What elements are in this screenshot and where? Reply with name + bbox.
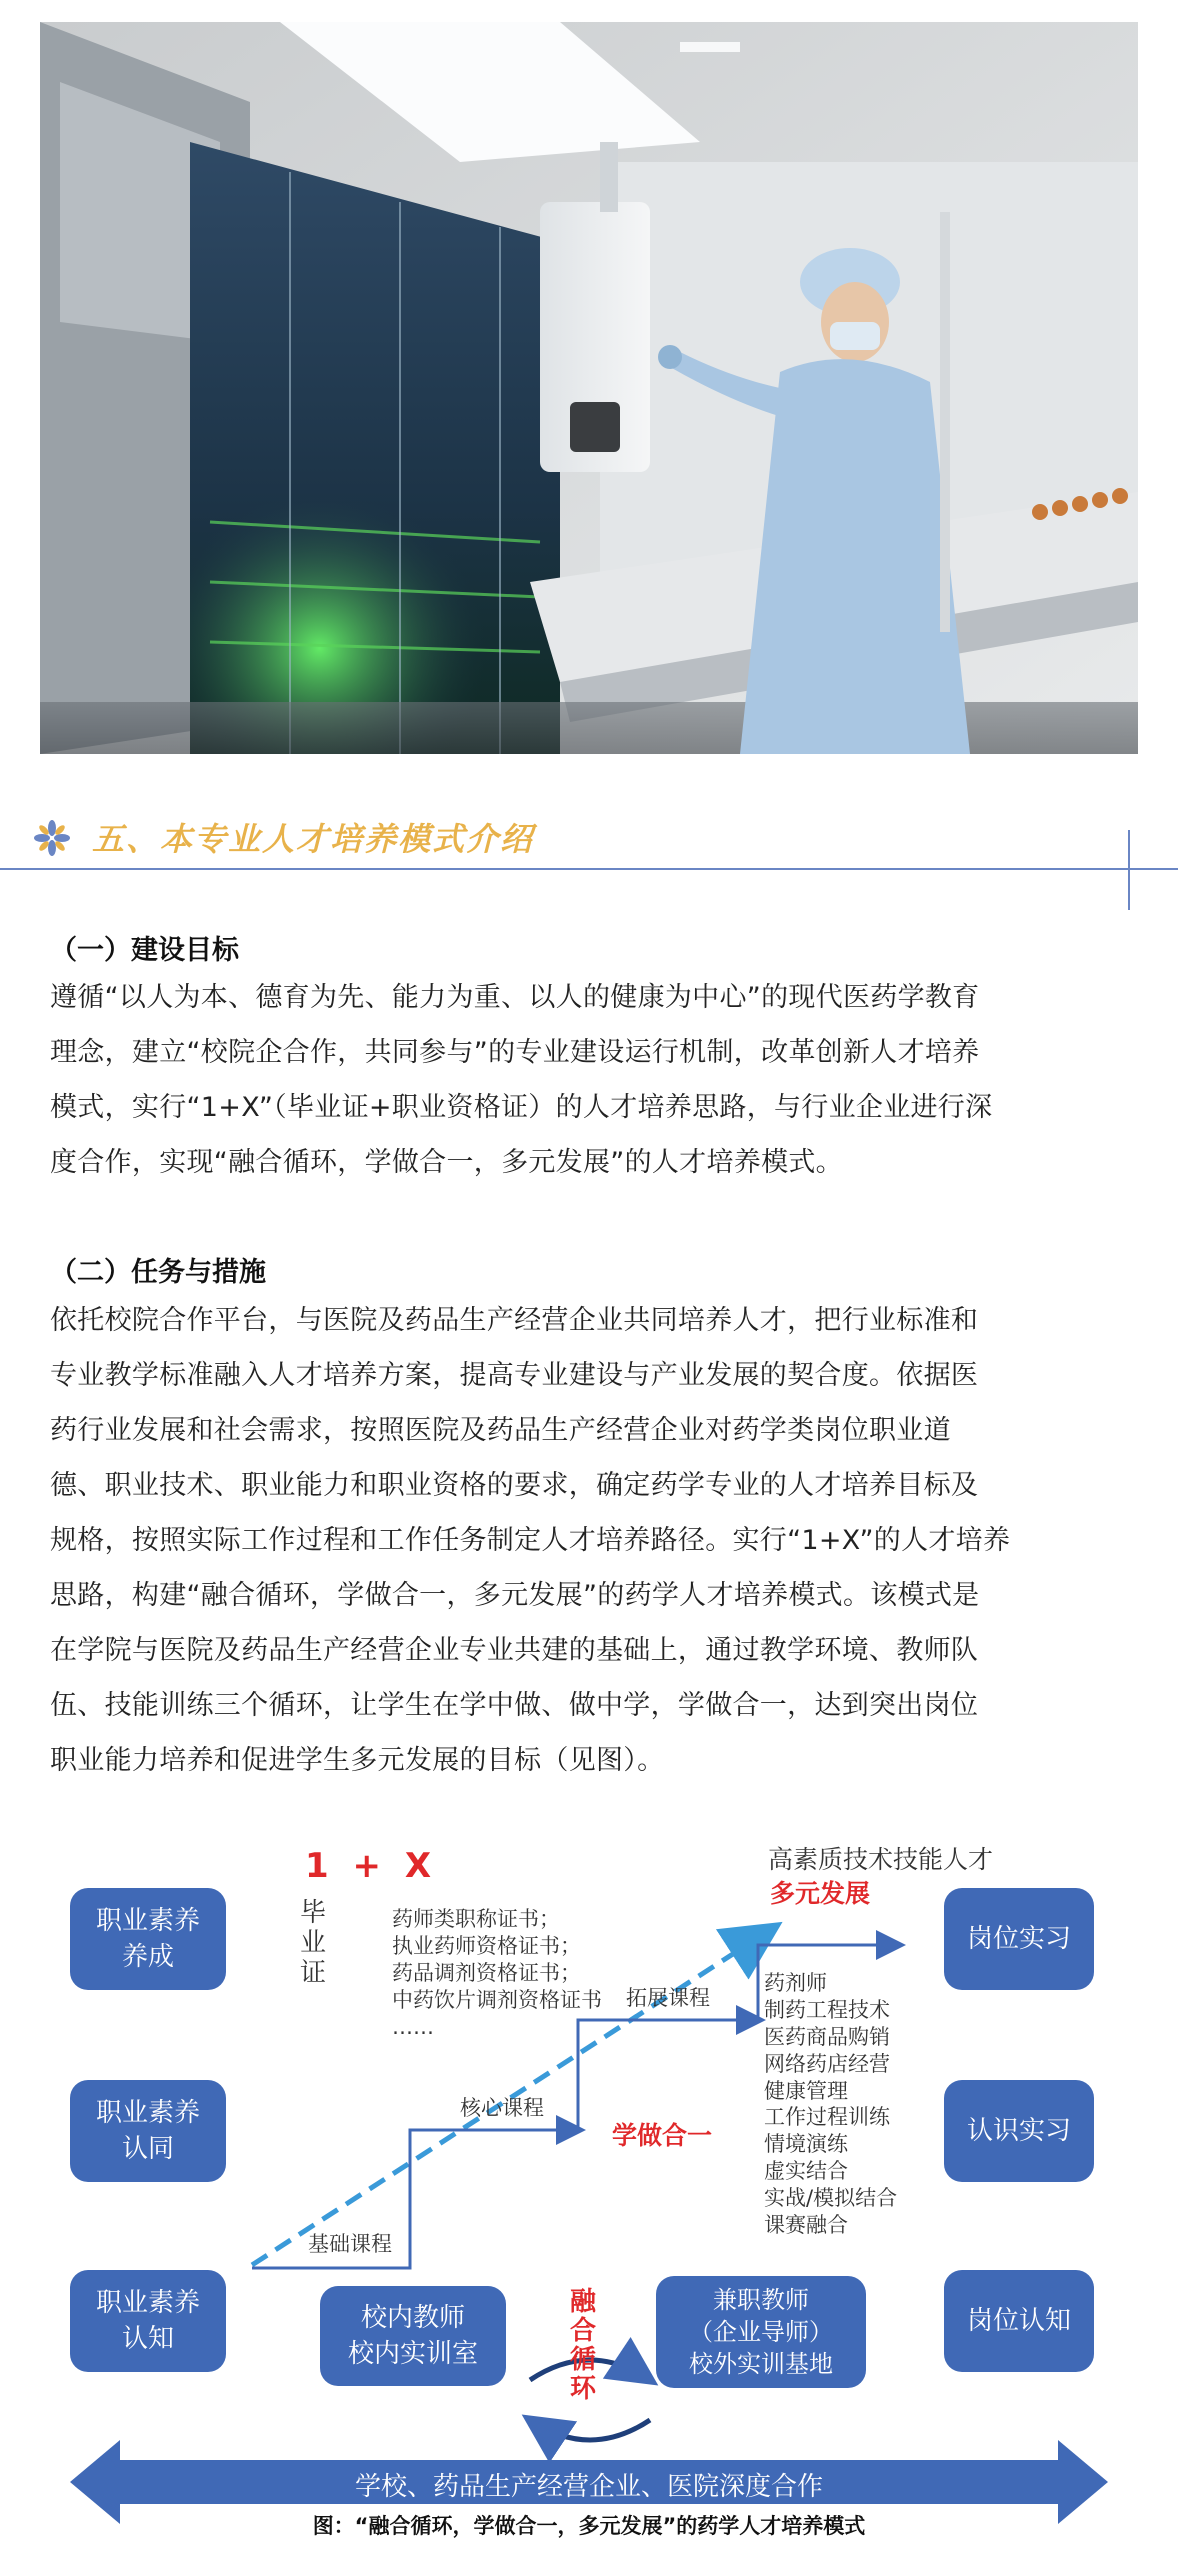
step-core-label: 核心课程 (460, 2096, 544, 2120)
section-title: 五、本专业人才培养模式介绍 (92, 820, 535, 858)
one-plus-x-label: 1 + X (305, 1846, 438, 1886)
paragraph-line: 药行业发展和社会需求，按照医院及药品生产经营企业对药学类岗位职业道 (50, 1415, 951, 1446)
training-item: 虚实结合 (764, 2159, 848, 2183)
paragraph-line: 思路，构建“融合循环，学做合一，多元发展”的药学人才培养模式。该模式是 (50, 1580, 980, 1611)
left-box-cognize: 职业素养 认知 (70, 2270, 226, 2372)
section-header (0, 800, 1178, 910)
left-box-cultivate: 职业素养 养成 (70, 1888, 226, 1990)
part1-heading: （一）建设目标 (50, 935, 239, 966)
training-item: 情境演练 (764, 2132, 848, 2156)
right-box-observation: 认识实习 (944, 2080, 1094, 2182)
field-item: 制药工程技术 (764, 1998, 890, 2022)
paragraph-line: 专业教学标准融入人才培养方案，提高专业建设与产业发展的契合度。依据医 (50, 1360, 979, 1391)
figure-caption: 图：“融合循环，学做合一，多元发展”的药学人才培养模式 (312, 2514, 866, 2538)
paragraph-line: 职业能力培养和促进学生多元发展的目标（见图）。 (50, 1745, 665, 1776)
cert-item: 药师类职称证书； (392, 1907, 560, 1931)
paragraph-line: 理念，建立“校院企合作，共同参与”的专业建设运行机制，改革创新人才培养 (50, 1037, 980, 1068)
field-item: 网络药店经营 (764, 2052, 890, 2076)
paragraph-line: 规格，按照实际工作过程和工作任务制定人才培养路径。实行“1+X”的人才培养 (50, 1525, 1011, 1556)
cert-item: 药品调剂资格证书； (392, 1961, 581, 1985)
campus-teachers-box: 校内教师 校内实训室 (320, 2286, 506, 2386)
left-box-identify: 职业素养 认同 (70, 2080, 226, 2182)
enterprise-teachers-box: 兼职教师 （企业导师） 校外实训基地 (656, 2276, 866, 2388)
field-item: 健康管理 (764, 2079, 848, 2103)
step-extended-label: 拓展课程 (626, 1986, 710, 2010)
cert-item: 中药饮片调剂资格证书 (392, 1988, 602, 2012)
right-box-job-awareness: 岗位认知 (944, 2270, 1094, 2372)
flower-icon (34, 820, 70, 856)
cert-item: 执业药师资格证书； (392, 1934, 581, 1958)
step-basic-label: 基础课程 (308, 2232, 392, 2256)
training-item: 课赛融合 (764, 2213, 848, 2237)
field-item: 药剂师 (764, 1971, 827, 1995)
right-box-internship: 岗位实习 (944, 1888, 1094, 1990)
paragraph-line: 度合作，实现“融合循环，学做合一，多元发展”的人才培养模式。 (50, 1147, 843, 1178)
training-methods-list (764, 2104, 897, 2239)
part1-paragraph (50, 970, 1130, 1190)
training-item: 实战/模拟结合 (764, 2186, 898, 2210)
fusion-cycle-label: 融 合 循 环 (569, 2287, 596, 2404)
learn-do-label: 学做合一 (612, 2121, 713, 2150)
paragraph-line: 伍、技能训练三个循环，让学生在学中做、做中学，学做合一，达到突出岗位 (50, 1690, 979, 1721)
top-goal-label: 高素质技术技能人才 (768, 1845, 994, 1874)
cert-list (392, 1906, 602, 2041)
paragraph-line: 德、职业技术、职业能力和职业资格的要求，确定药学专业的人才培养目标及 (50, 1470, 979, 1501)
paragraph-line: 依托校院合作平台，与医院及药品生产经营企业共同培养人才，把行业标准和 (50, 1305, 979, 1336)
cooperation-arrow-label: 学校、药品生产经营企业、医院深度合作 (354, 2472, 823, 2502)
paragraph-line: 模式，实行“1+X”（毕业证+职业资格证）的人才培养思路，与行业企业进行深 (50, 1092, 993, 1123)
training-model-diagram (0, 1810, 1178, 2554)
lab-photo (40, 22, 1138, 754)
field-item: 医药商品购销 (764, 2025, 890, 2049)
paragraph-line: 遵循“以人为本、德育为先、能力为重、以人的健康为中心”的现代医药学教育 (50, 982, 980, 1013)
graduation-cert-label: 毕业证 (300, 1898, 327, 1988)
paragraph-line: 在学院与医院及药品生产经营企业专业共建的基础上，通过教学环境、教师队 (50, 1635, 979, 1666)
training-item: 工作过程训练 (764, 2105, 890, 2129)
cert-item: …… (392, 2015, 434, 2039)
career-fields-list (764, 1970, 890, 2105)
part2-paragraph (50, 1293, 1130, 1788)
section-divider-vertical (1128, 830, 1130, 910)
part2-heading: （二）任务与措施 (50, 1257, 266, 1288)
section-divider (0, 868, 1178, 870)
multi-dev-label: 多元发展 (770, 1879, 871, 1908)
